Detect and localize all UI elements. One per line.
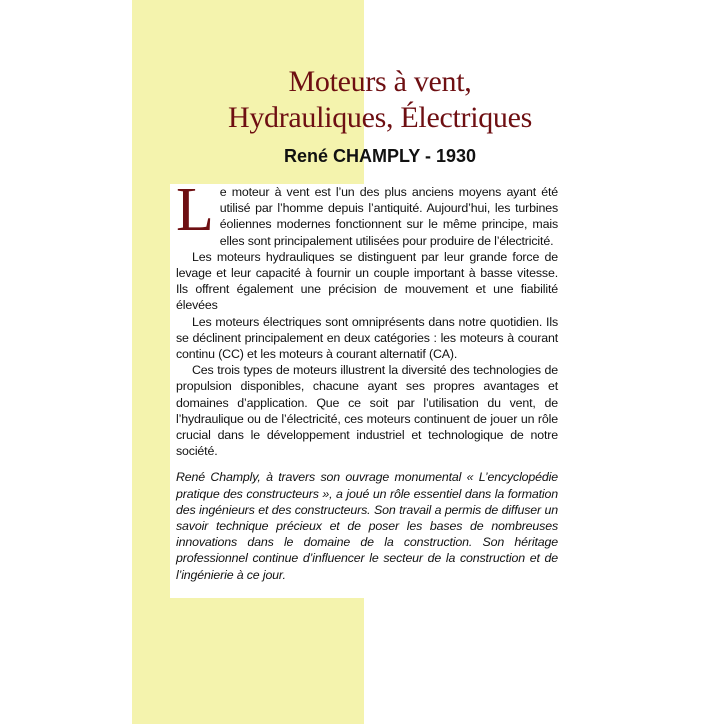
paragraph-1-text: e moteur à vent est l’un des plus anciens moyens ayant été utilisé par l’homme depuis l’antiquité. Aujourd’hui, les turbines éoliennes modernes fonctionnent sur le même principe, mais elles sont principalement utilisées pour produire de l’électricité. (219, 185, 558, 248)
paragraph-3: Les moteurs électriques sont omniprésents dans notre quotidien. Ils se déclinent principalement en deux catégories : les moteurs à courant continu (CC) et les moteurs à courant alternatif (CA). (176, 314, 558, 362)
title-line-2: Hydrauliques, Électriques (227, 101, 533, 134)
text-panel (170, 176, 558, 598)
paragraph-4: Ces trois types de moteurs illustrent la diversité des technologies de propulsion disponibles, chacune ayant ses propres avantages et domaines d’application. Que ce soit par l’utilisation du vent, de l’hydraulique ou de l’électricité, ces moteurs continuent de jouer un rôle crucial dans le développement industriel et technologique de notre société. (176, 363, 558, 459)
author-year: René CHAMPLY - 1930 (283, 146, 477, 166)
paragraph-2: Les moteurs hydrauliques se distinguent par leur grande force de levage et leur capacité à fournir un couple important à basse vitesse. Ils offrent également une précision de mouvement et une fiabilité élevées (176, 249, 558, 313)
drop-cap: L (176, 176, 214, 244)
paragraph-5-italic: René Champly, à travers son ouvrage monumental « L’encyclopédie pratique des constructeurs », a joué un rôle essentiel dans la formation des ingénieurs et des constructeurs. Son travail a permis de diffuser un savoir technique précieux et de poser les bases de nombreuses innovations dans le domaine de la construction. Son héritage professionnel continue d’influencer le secteur de la construction et de l’ingénierie à ce jour. (176, 470, 558, 582)
paragraph-1 (176, 176, 558, 249)
title-line-1: Moteurs à vent, (288, 65, 472, 98)
book-title (130, 64, 630, 136)
